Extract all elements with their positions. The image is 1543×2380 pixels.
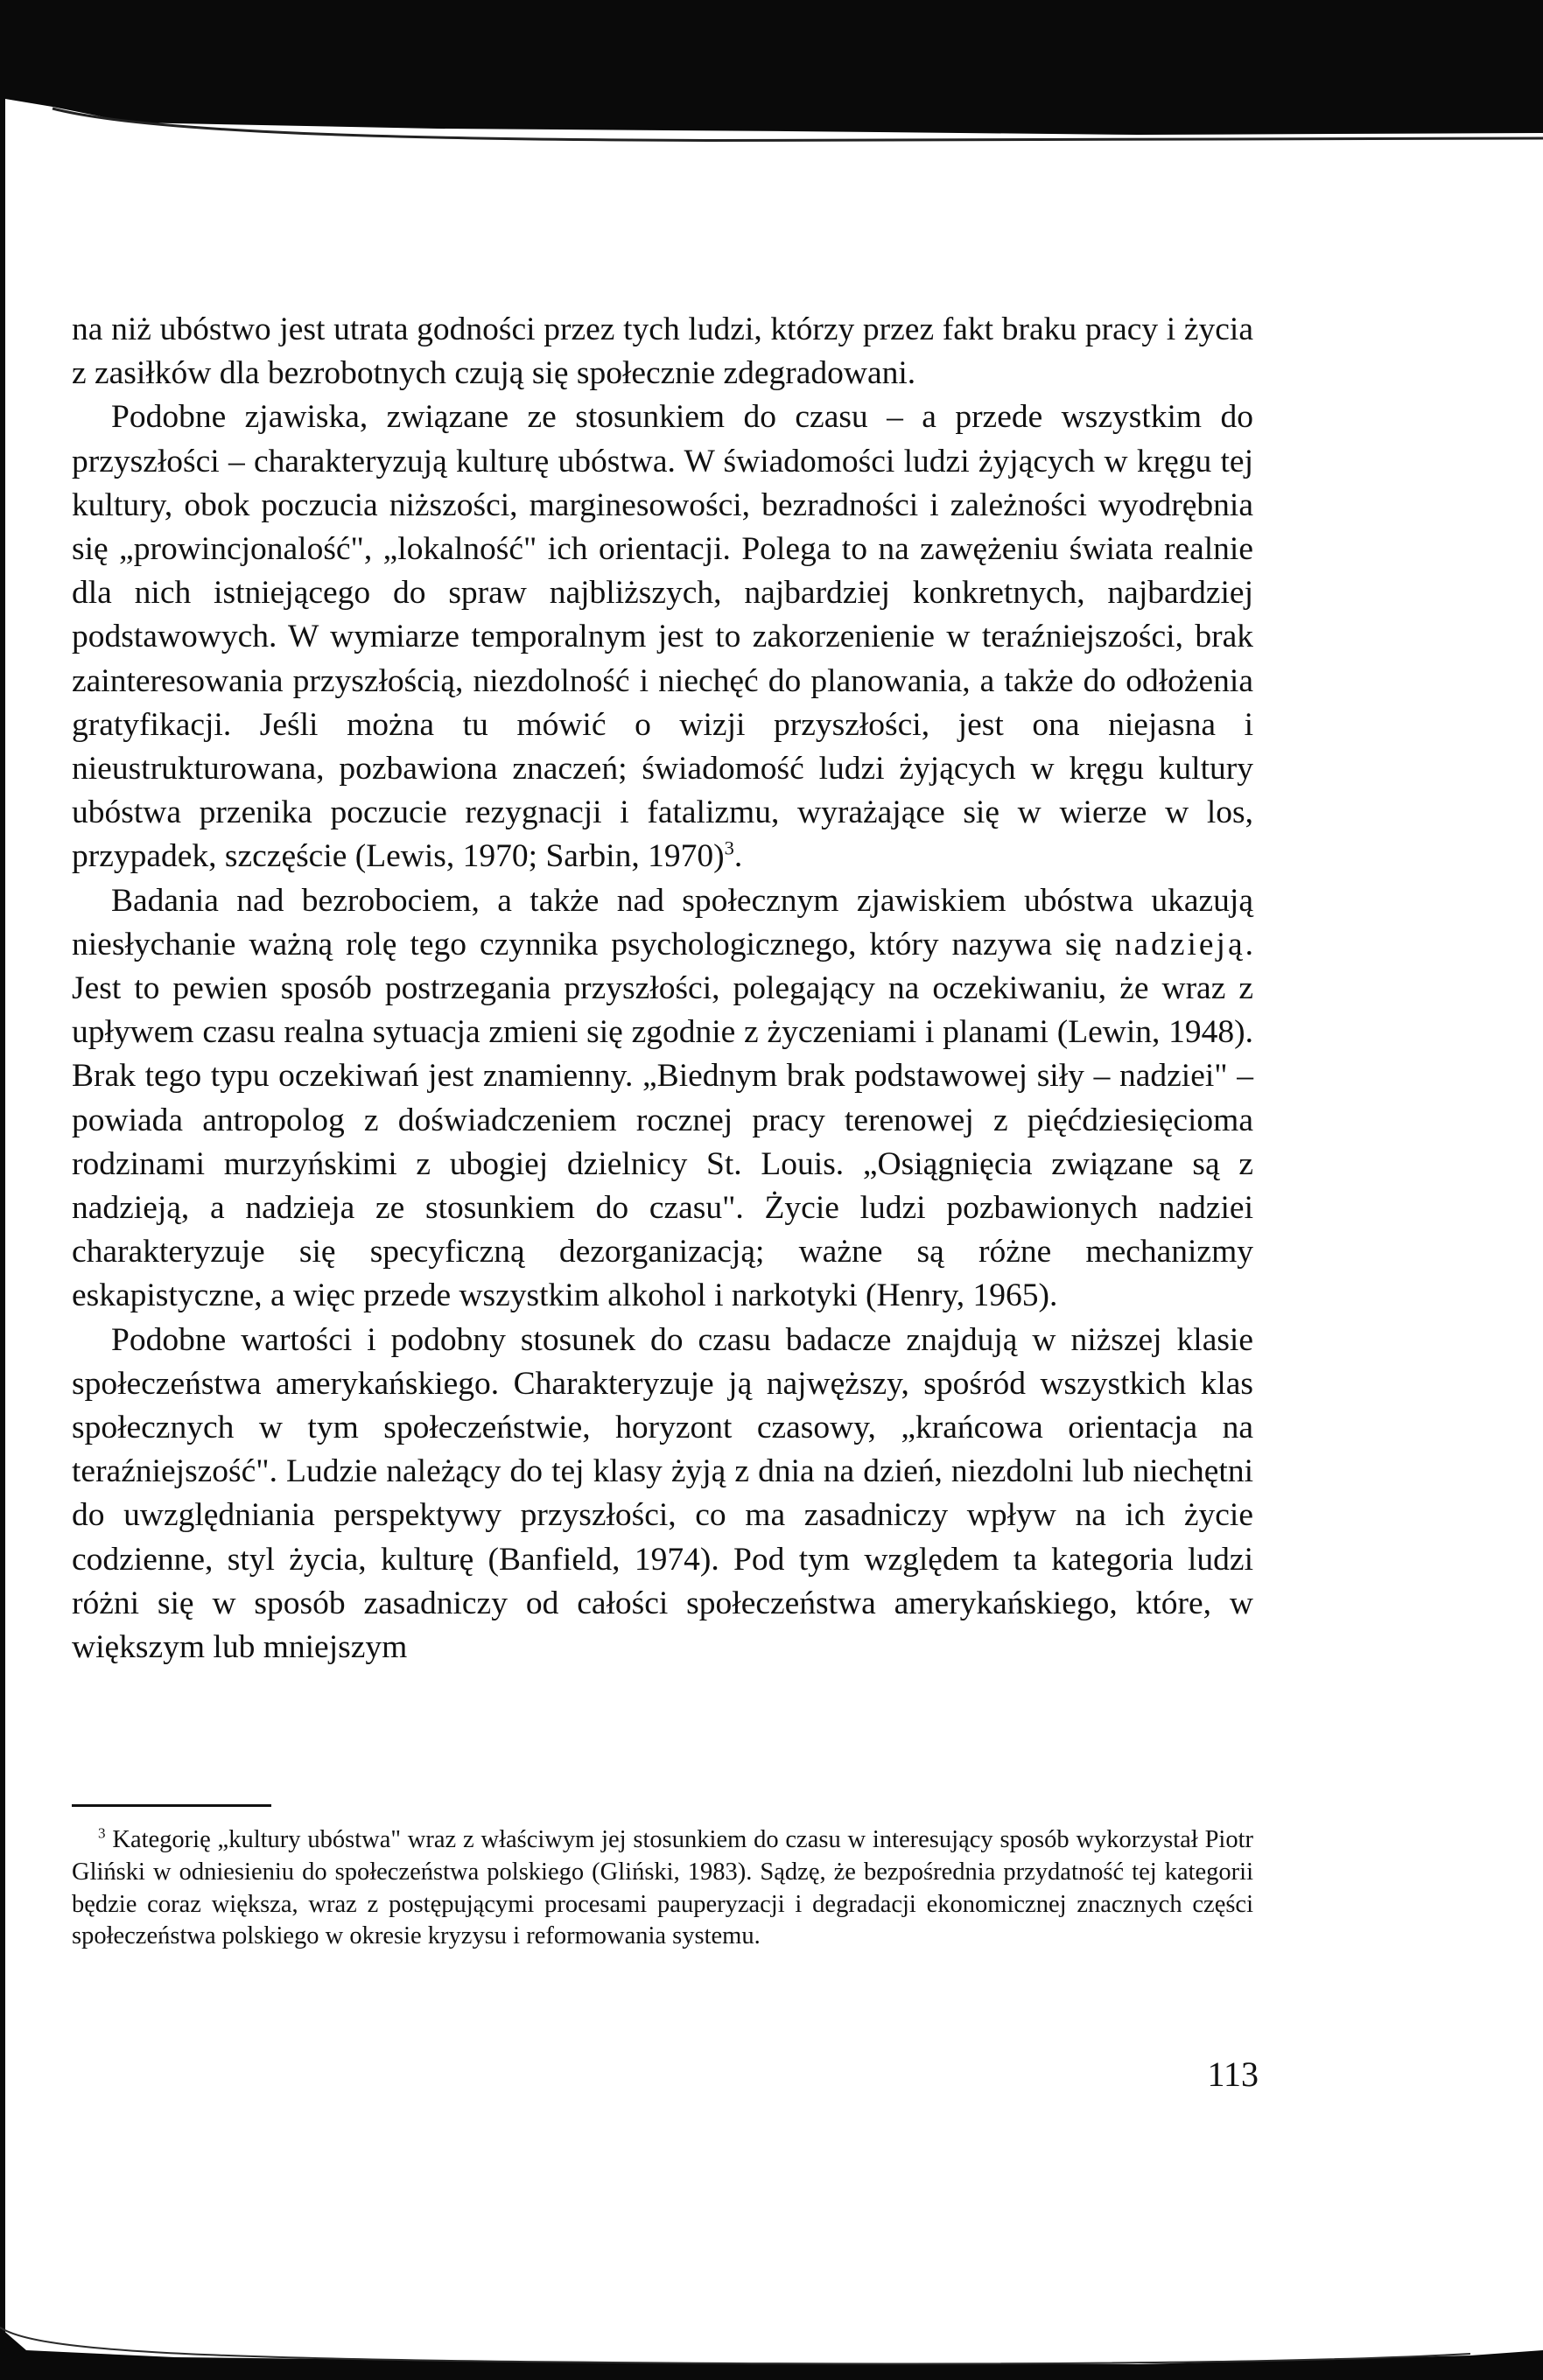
paragraph-4: Podobne wartości i podobny stosunek do czasu badacze znajdują w niższej klasie społeczeństwa amerykańskiego. Charakteryzuje ją najwęższy, spośród wszystkich klas społecznych w tym społeczeństwie, horyzont czasowy, „krańcowa orientacja na teraźniejszość". Ludzie należący do tej klasy żyją z dnia na dzień, niezdolni lub niechętni do uwzględniania perspektywy przyszłości, co ma zasadniczy wpływ na ich życie codzienne, styl życia, kulturę (Banfield, 1974). Pod tym względem ta kategoria ludzi różni się w sposób zasadniczy od całości społeczeństwa amerykańskiego, które, w większym lub mniejszym bbox=[72, 1321, 1253, 1666]
paragraph-3-text-before: Badania nad bezrobociem, a także nad społecznym zjawiskiem ubóstwa ukazują niesłychanie ważną rolę tego czynnika psychologicznego, który nazywa się bbox=[72, 882, 1253, 962]
paragraph-3-text-after: . Jest to pewien sposób postrzegania przyszłości, polegający na oczekiwaniu, że wraz z upływem czasu realna sytuacja zmieni się zgodnie z życzeniami i planami (Lewin, 1948). Brak tego typu oczekiwań jest znamienny. „Biednym brak podstawowej siły – nadziei" – powiada antropolog z doświadczeniem rocznej pracy terenowej z pięćdziesięcioma rodzinami murzyńskimi z ubogiej dzielnicy St. Louis. „Osiągnięcia związane są z nadzieją, a nadzieja ze stosunkiem do czasu". Życie ludzi pozbawionych nadziei charakteryzuje się specyficzną dezorganizacją; ważne są różne mechanizmy eskapistyczne, a więc przede wszystkim alkohol i narkotyki (Henry, 1965). bbox=[72, 926, 1253, 1314]
scan-edge-left bbox=[0, 0, 5, 2380]
footnote-text: Kategorię „kultury ubóstwa" wraz z właściwym jej stosunkiem do czasu w interesujący sposób wykorzystał Piotr Gliński w odniesieniu do społeczeństwa polskiego (Gliński, 1983). Sądzę, że bezpośrednia przydatność tej kategorii będzie coraz większa, wraz z postępującymi procesami pauperyzacji i degradacji ekonomicznej znacznych części społeczeństwa polskiego w okresie kryzysu i reformowania systemu. bbox=[72, 1826, 1254, 1950]
page-number: 113 bbox=[1207, 2054, 1259, 2094]
paragraph-3 bbox=[72, 879, 1253, 1319]
paragraph-1: na niż ubóstwo jest utrata godności przez tych ludzi, którzy przez fakt braku pracy i życia z zasiłków dla bezrobotnych czują się społecznie zdegradowani. bbox=[72, 312, 1253, 392]
paragraph-2 bbox=[72, 396, 1253, 878]
footnote-marker: 3 bbox=[98, 1824, 106, 1842]
scan-top-border bbox=[0, 0, 1543, 149]
paragraph-2-end: . bbox=[733, 838, 743, 875]
paragraph-2-text: Podobne zjawiska, związane ze stosunkiem do czasu – a przede wszystkim do przyszłości – charakteryzują kulturę ubóstwa. W świadomości ludzi żyjących w kręgu tej kultury, obok poczucia niższości, marginesowości, bezradności i zależności wyodrębnia się „prowincjonalość", „lokalność" ich orientacji. Polega to na zawężeniu świata realnie dla nich istniejącego do spraw najbliższych, najbardziej konkretnych, najbardziej podstawowych. W wymiarze temporalnym jest to zakorzenienie w teraźniejszości, brak zainteresowania przyszłością, niezdolność i niechęć do planowania, a także do odłożenia gratyfikacji. Jeśli można tu mówić o wizji przyszłości, jest ona niejasna i nieustrukturowana, pozbawiona znaczeń; świadomość ludzi żyjących w kręgu kultury ubóstwa przenika poczucie rezygnacji i fatalizmu, wyrażające się w wierze w los, przypadek, szczęście (Lewis, 1970; Sarbin, 1970) bbox=[72, 399, 1253, 875]
footnote-reference: 3 bbox=[724, 836, 734, 859]
emphasis-nadzieja: nadzieją bbox=[1114, 926, 1245, 962]
footnotes bbox=[72, 1824, 1253, 1953]
footnote-3 bbox=[72, 1824, 1253, 1953]
scan-bottom-border bbox=[0, 2266, 1543, 2380]
body-text bbox=[72, 308, 1253, 1670]
footnote-divider bbox=[72, 1804, 271, 1807]
